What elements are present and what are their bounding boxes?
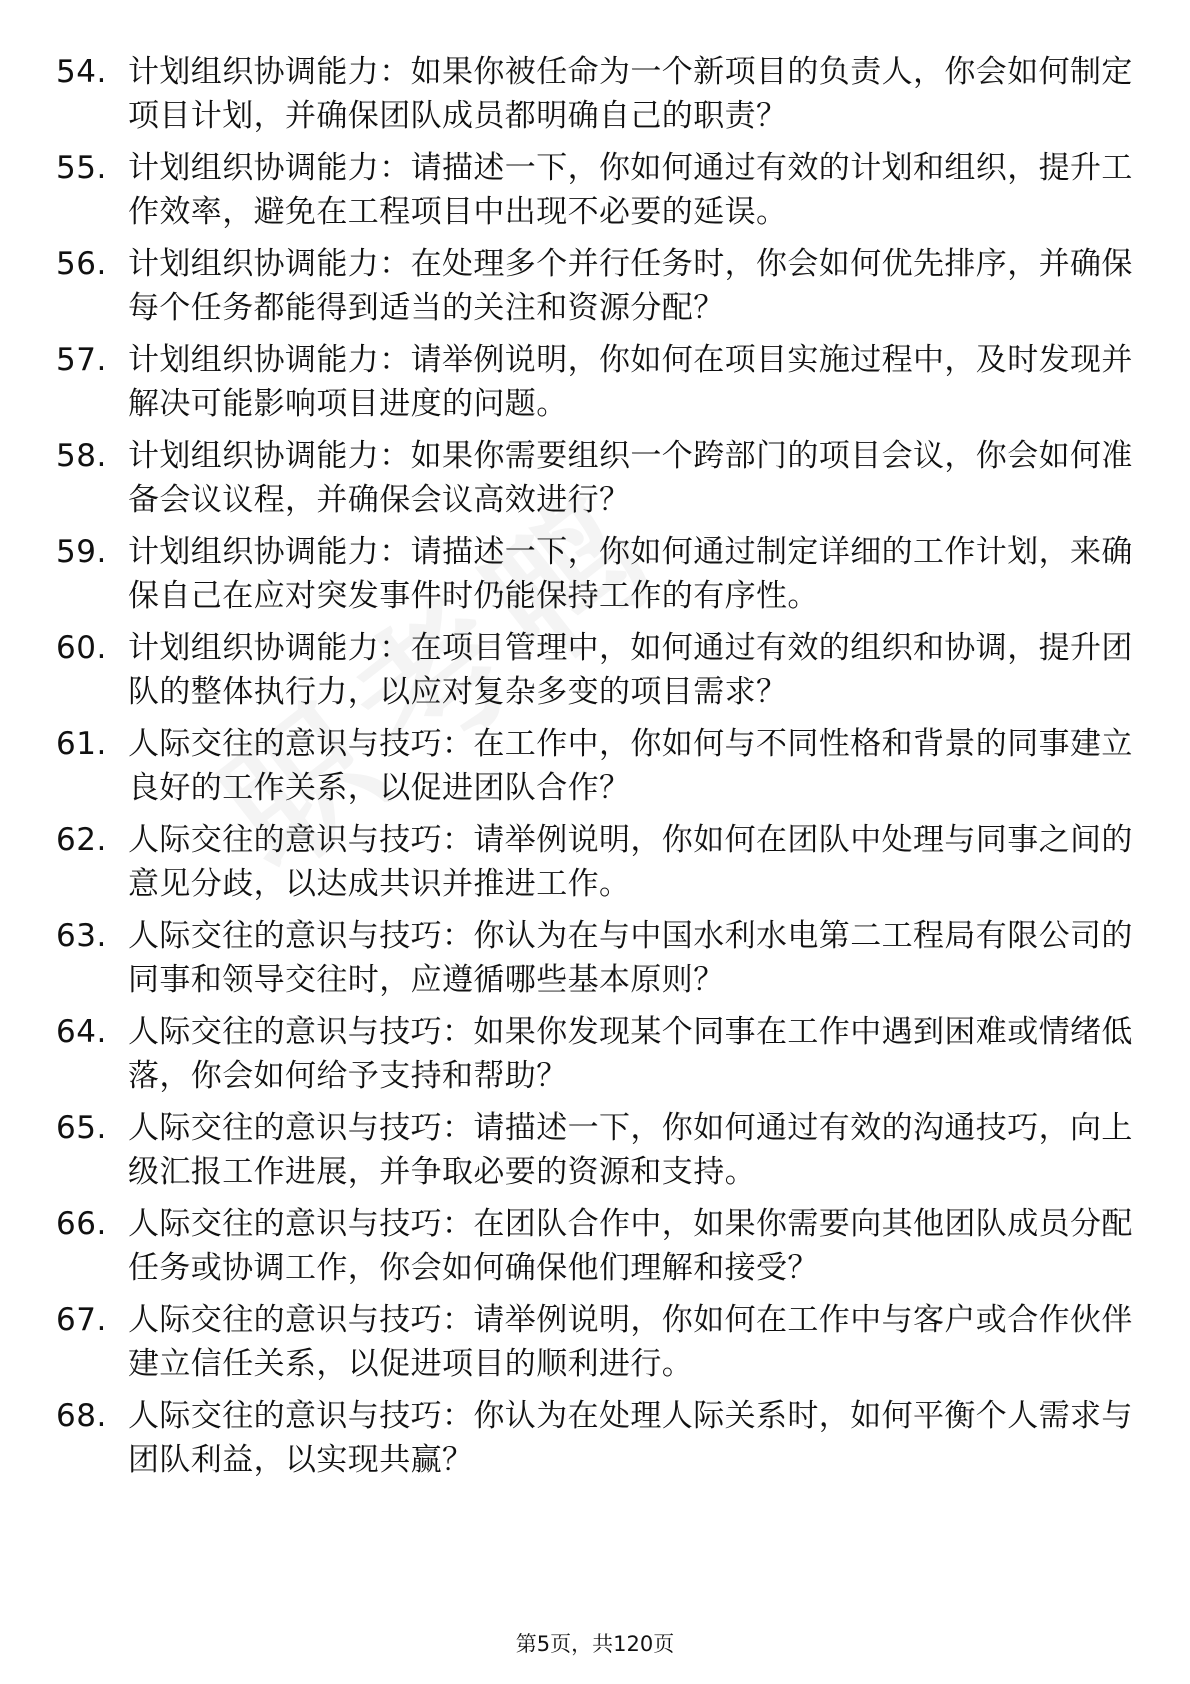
question-item [56,434,1136,522]
question-number: 58. [56,438,107,474]
question-text: 计划组织协调能力：如果你需要组织一个跨部门的项目会议，你会如何准备会议议程，并确保会议高效进行？ [128,438,1133,518]
question-number: 66. [56,1206,107,1242]
question-item [56,1010,1136,1098]
question-text: 计划组织协调能力：请举例说明，你如何在项目实施过程中，及时发现并解决可能影响项目进度的问题。 [128,342,1133,422]
question-item [56,914,1136,1002]
question-text: 计划组织协调能力：请描述一下，你如何通过制定详细的工作计划，来确保自己在应对突发事件时仍能保持工作的有序性。 [128,534,1133,614]
question-item [56,722,1136,810]
question-item [56,242,1136,330]
question-number: 61. [56,726,107,762]
question-number: 64. [56,1014,107,1050]
page-number-label: 第5页，共120页 [515,1632,675,1656]
page-footer [0,1628,1190,1658]
question-number: 63. [56,918,107,954]
question-number: 55. [56,150,107,186]
question-item [56,530,1136,618]
question-text: 人际交往的意识与技巧：你认为在处理人际关系时，如何平衡个人需求与团队利益，以实现共赢？ [128,1398,1133,1478]
question-number: 65. [56,1110,107,1146]
question-item [56,1394,1136,1482]
question-item [56,338,1136,426]
question-text: 人际交往的意识与技巧：如果你发现某个同事在工作中遇到困难或情绪低落，你会如何给予支持和帮助？ [128,1014,1133,1094]
question-item [56,1106,1136,1194]
question-text: 人际交往的意识与技巧：请描述一下，你如何通过有效的沟通技巧，向上级汇报工作进展，并争取必要的资源和支持。 [128,1110,1133,1190]
question-text: 计划组织协调能力：请描述一下，你如何通过有效的计划和组织，提升工作效率，避免在工程项目中出现不必要的延误。 [128,150,1133,230]
question-item [56,818,1136,906]
question-text: 计划组织协调能力：如果你被任命为一个新项目的负责人，你会如何制定项目计划，并确保团队成员都明确自己的职责？ [128,54,1133,134]
question-text: 人际交往的意识与技巧：在团队合作中，如果你需要向其他团队成员分配任务或协调工作，你会如何确保他们理解和接受？ [128,1206,1133,1286]
question-number: 60. [56,630,107,666]
question-item [56,50,1136,138]
question-text: 人际交往的意识与技巧：你认为在与中国水利水电第二工程局有限公司的同事和领导交往时，应遵循哪些基本原则？ [128,918,1133,998]
question-number: 57. [56,342,107,378]
question-number: 68. [56,1398,107,1434]
question-text: 计划组织协调能力：在项目管理中，如何通过有效的组织和协调，提升团队的整体执行力，以应对复杂多变的项目需求？ [128,630,1133,710]
question-number: 56. [56,246,107,282]
question-item [56,1202,1136,1290]
question-list [56,50,1136,1490]
question-text: 人际交往的意识与技巧：请举例说明，你如何在工作中与客户或合作伙伴建立信任关系，以促进项目的顺利进行。 [128,1302,1133,1382]
question-item [56,146,1136,234]
question-text: 计划组织协调能力：在处理多个并行任务时，你会如何优先排序，并确保每个任务都能得到适当的关注和资源分配？ [128,246,1133,326]
question-text: 人际交往的意识与技巧：在工作中，你如何与不同性格和背景的同事建立良好的工作关系，以促进团队合作？ [128,726,1133,806]
question-item [56,626,1136,714]
question-number: 62. [56,822,107,858]
question-number: 67. [56,1302,107,1338]
question-number: 59. [56,534,107,570]
question-item [56,1298,1136,1386]
question-number: 54. [56,54,107,90]
question-text: 人际交往的意识与技巧：请举例说明，你如何在团队中处理与同事之间的意见分歧，以达成共识并推进工作。 [128,822,1133,902]
